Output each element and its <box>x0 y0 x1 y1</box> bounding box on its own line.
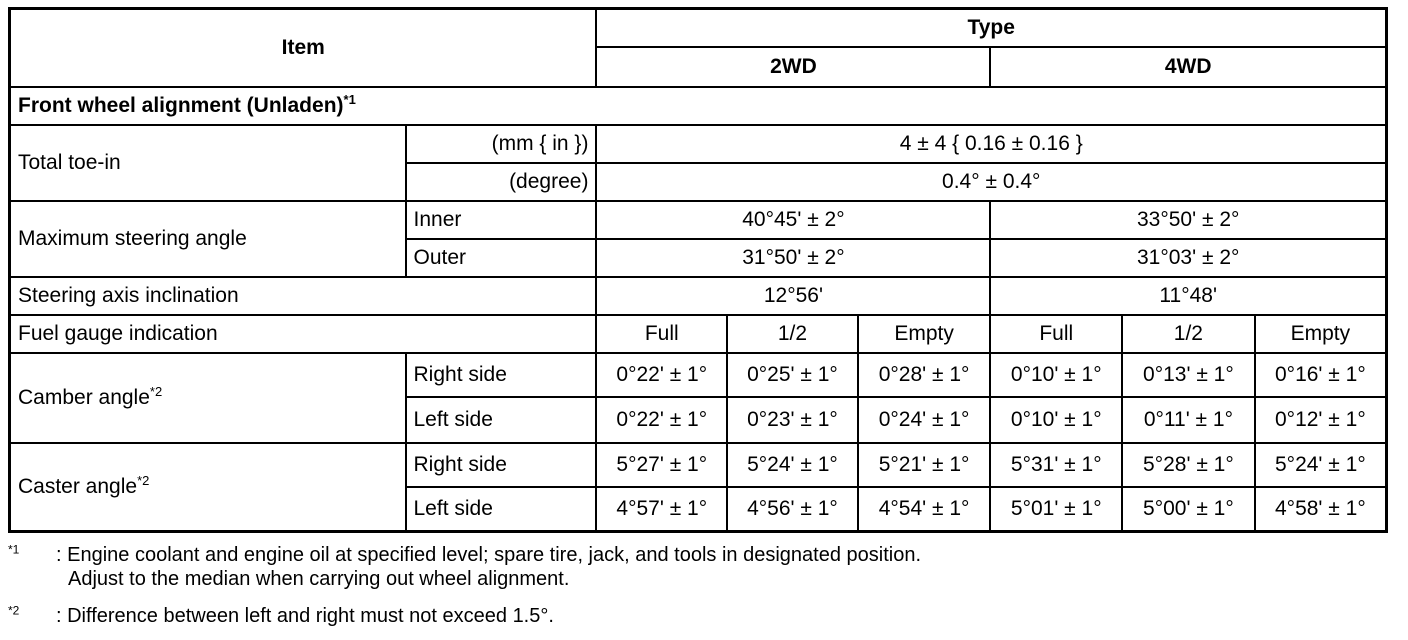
caster-right-cell: 5°27' ± 1° <box>596 443 727 487</box>
caster-right-cell: 5°21' ± 1° <box>858 443 991 487</box>
footnote-2-mark-text: *2 <box>8 603 20 618</box>
caster-left-cell: 4°57' ± 1° <box>596 487 727 532</box>
footnote-mark-2: *2 <box>137 473 150 488</box>
footnotes <box>8 543 1400 628</box>
camber-left-label: Left side <box>406 397 597 443</box>
caster-right-cell: 5°24' ± 1° <box>727 443 858 487</box>
camber-left-cell: 0°24' ± 1° <box>858 397 991 443</box>
2wd-header: 2WD <box>596 47 990 87</box>
caster-left-cell: 5°01' ± 1° <box>990 487 1122 532</box>
caster-left-label: Left side <box>406 487 597 532</box>
caster-angle-label: Caster angle <box>18 475 138 498</box>
caster-left-cell: 5°00' ± 1° <box>1122 487 1255 532</box>
camber-left-cell: 0°11' ± 1° <box>1122 397 1255 443</box>
toe-in-label: Total toe-in <box>10 125 406 201</box>
fuel-level-cell: 1/2 <box>727 315 858 353</box>
camber-angle-label: Camber angle <box>18 386 150 409</box>
fuel-level-cell: Empty <box>858 315 991 353</box>
footnote-1-mark <box>8 543 19 567</box>
caster-left-cell: 4°58' ± 1° <box>1255 487 1387 532</box>
footnote-1-mark-text: *1 <box>8 542 20 557</box>
camber-right-label: Right side <box>406 353 597 397</box>
caster-right-cell: 5°31' ± 1° <box>990 443 1122 487</box>
footnote-2 <box>8 604 1400 628</box>
axis-2wd-value: 12°56' <box>596 277 990 315</box>
fuel-level-cell: Full <box>596 315 727 353</box>
footnote-1-line-2: Adjust to the median when carrying out wheel alignment. <box>68 568 570 590</box>
footnote-1 <box>8 543 1400 591</box>
footnote-mark-1: *1 <box>343 92 356 107</box>
inner-2wd-value: 40°45' ± 2° <box>596 201 990 239</box>
item-header: Item <box>10 9 597 88</box>
outer-4wd-value: 31°03' ± 2° <box>990 239 1386 277</box>
footnote-mark-2: *2 <box>149 384 163 399</box>
toe-in-degree-value: 0.4° ± 0.4° <box>596 163 1386 201</box>
max-steering-angle-label: Maximum steering angle <box>10 201 406 277</box>
toe-in-mm-unit: (mm { in }) <box>406 125 597 163</box>
fuel-level-cell: Empty <box>1255 315 1387 353</box>
toe-in-mm-value: 4 ± 4 { 0.16 ± 0.16 } <box>596 125 1386 163</box>
fuel-level-cell: 1/2 <box>1122 315 1255 353</box>
inner-4wd-value: 33°50' ± 2° <box>990 201 1386 239</box>
camber-angle-label-cell <box>10 353 406 443</box>
camber-right-cell: 0°25' ± 1° <box>727 353 858 397</box>
inner-label: Inner <box>406 201 597 239</box>
wheel-alignment-spec-table <box>8 7 1388 533</box>
caster-right-cell: 5°28' ± 1° <box>1122 443 1255 487</box>
steering-axis-inclination-label: Steering axis inclination <box>10 277 597 315</box>
fuel-level-cell: Full <box>990 315 1122 353</box>
camber-right-cell: 0°10' ± 1° <box>990 353 1122 397</box>
caster-right-label: Right side <box>406 443 597 487</box>
camber-left-cell: 0°23' ± 1° <box>727 397 858 443</box>
section-title: Front wheel alignment (Unladen) <box>18 94 344 117</box>
fuel-gauge-label: Fuel gauge indication <box>10 315 597 353</box>
camber-right-cell: 0°22' ± 1° <box>596 353 727 397</box>
toe-in-degree-unit: (degree) <box>406 163 597 201</box>
camber-left-cell: 0°10' ± 1° <box>990 397 1122 443</box>
camber-right-cell: 0°16' ± 1° <box>1255 353 1387 397</box>
4wd-header: 4WD <box>990 47 1386 87</box>
caster-angle-label-cell <box>10 443 406 532</box>
outer-label: Outer <box>406 239 597 277</box>
caster-right-cell: 5°24' ± 1° <box>1255 443 1387 487</box>
caster-left-cell: 4°54' ± 1° <box>858 487 991 532</box>
outer-2wd-value: 31°50' ± 2° <box>596 239 990 277</box>
footnote-1-line-1: : Engine coolant and engine oil at specified level; spare tire, jack, and tools in designated position. <box>56 544 921 566</box>
camber-right-cell: 0°28' ± 1° <box>858 353 991 397</box>
footnote-2-line-1: : Difference between left and right must not exceed 1.5°. <box>56 605 554 627</box>
section-title-row <box>10 87 1387 125</box>
camber-left-cell: 0°12' ± 1° <box>1255 397 1387 443</box>
camber-left-cell: 0°22' ± 1° <box>596 397 727 443</box>
axis-4wd-value: 11°48' <box>990 277 1386 315</box>
footnote-2-mark <box>8 604 19 628</box>
camber-right-cell: 0°13' ± 1° <box>1122 353 1255 397</box>
caster-left-cell: 4°56' ± 1° <box>727 487 858 532</box>
type-header: Type <box>596 9 1386 48</box>
